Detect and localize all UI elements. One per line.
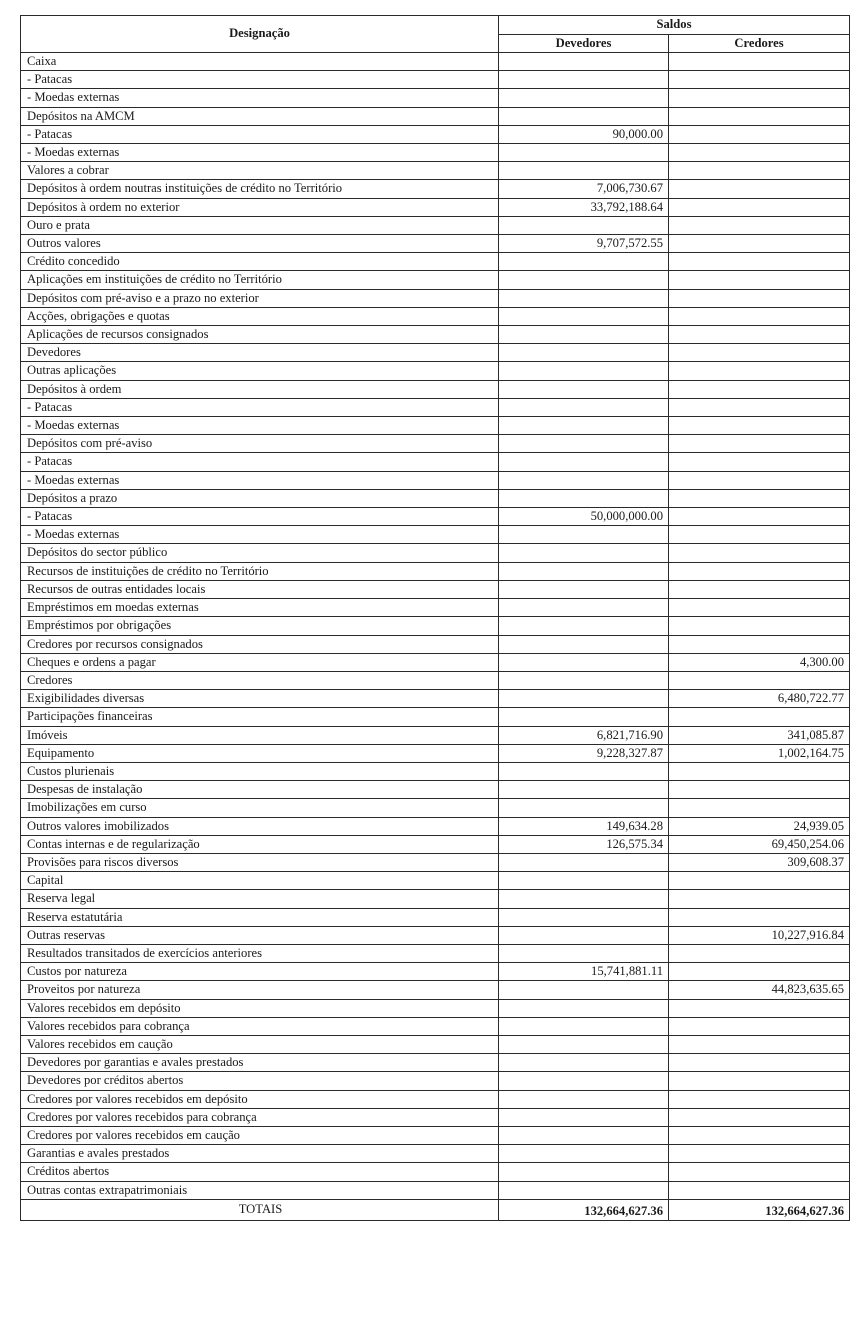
row-label: - Moedas externas bbox=[21, 417, 499, 435]
row-credores bbox=[669, 762, 850, 780]
row-label: - Moedas externas bbox=[21, 471, 499, 489]
row-devedores bbox=[499, 690, 669, 708]
row-devedores bbox=[499, 890, 669, 908]
header-devedores: Devedores bbox=[499, 34, 669, 53]
row-credores bbox=[669, 1035, 850, 1053]
table-row bbox=[21, 963, 850, 981]
table-row bbox=[21, 835, 850, 853]
row-credores bbox=[669, 890, 850, 908]
table-row bbox=[21, 1145, 850, 1163]
row-credores bbox=[669, 289, 850, 307]
table-row bbox=[21, 125, 850, 143]
table-row bbox=[21, 253, 850, 271]
row-credores bbox=[669, 1072, 850, 1090]
row-devedores bbox=[499, 944, 669, 962]
row-devedores bbox=[499, 489, 669, 507]
table-row bbox=[21, 562, 850, 580]
row-label: Devedores por créditos abertos bbox=[21, 1072, 499, 1090]
row-devedores bbox=[499, 162, 669, 180]
row-devedores bbox=[499, 580, 669, 598]
row-label: - Moedas externas bbox=[21, 526, 499, 544]
row-label: Depósitos com pré-aviso bbox=[21, 435, 499, 453]
row-credores bbox=[669, 417, 850, 435]
row-credores bbox=[669, 508, 850, 526]
row-credores bbox=[669, 1181, 850, 1199]
table-row bbox=[21, 1035, 850, 1053]
row-label: Custos plurienais bbox=[21, 762, 499, 780]
totals-devedores: 132,664,627.36 bbox=[499, 1199, 669, 1220]
row-credores bbox=[669, 781, 850, 799]
table-row bbox=[21, 890, 850, 908]
table-row bbox=[21, 726, 850, 744]
row-label: Empréstimos em moedas externas bbox=[21, 599, 499, 617]
table-row bbox=[21, 580, 850, 598]
table-row bbox=[21, 671, 850, 689]
table-row bbox=[21, 471, 850, 489]
table-row bbox=[21, 853, 850, 871]
row-label: Aplicações em instituições de crédito no Território bbox=[21, 271, 499, 289]
header-designacao: Designação bbox=[21, 16, 499, 53]
row-credores bbox=[669, 235, 850, 253]
row-devedores bbox=[499, 344, 669, 362]
table-row bbox=[21, 71, 850, 89]
row-devedores bbox=[499, 89, 669, 107]
table-row bbox=[21, 326, 850, 344]
row-credores bbox=[669, 271, 850, 289]
row-credores bbox=[669, 71, 850, 89]
table-row bbox=[21, 1090, 850, 1108]
row-label: Empréstimos por obrigações bbox=[21, 617, 499, 635]
table-row bbox=[21, 107, 850, 125]
row-credores: 24,939.05 bbox=[669, 817, 850, 835]
row-label: - Moedas externas bbox=[21, 89, 499, 107]
row-credores bbox=[669, 1017, 850, 1035]
row-credores bbox=[669, 635, 850, 653]
row-devedores: 9,228,327.87 bbox=[499, 744, 669, 762]
table-row bbox=[21, 489, 850, 507]
row-credores: 10,227,916.84 bbox=[669, 926, 850, 944]
row-devedores bbox=[499, 253, 669, 271]
row-devedores: 7,006,730.67 bbox=[499, 180, 669, 198]
table-row bbox=[21, 89, 850, 107]
row-credores bbox=[669, 999, 850, 1017]
row-devedores bbox=[499, 999, 669, 1017]
row-devedores bbox=[499, 653, 669, 671]
row-label: Devedores por garantias e avales prestados bbox=[21, 1054, 499, 1072]
row-label: Aplicações de recursos consignados bbox=[21, 326, 499, 344]
row-label: Imobilizações em curso bbox=[21, 799, 499, 817]
row-credores bbox=[669, 435, 850, 453]
row-credores bbox=[669, 872, 850, 890]
row-devedores bbox=[499, 289, 669, 307]
row-devedores bbox=[499, 562, 669, 580]
row-credores bbox=[669, 216, 850, 234]
row-credores bbox=[669, 380, 850, 398]
row-label: Outras aplicações bbox=[21, 362, 499, 380]
totals-label: TOTAIS bbox=[21, 1199, 499, 1220]
table-row bbox=[21, 53, 850, 71]
table-row bbox=[21, 362, 850, 380]
row-label: Recursos de outras entidades locais bbox=[21, 580, 499, 598]
row-devedores bbox=[499, 144, 669, 162]
row-credores: 309,608.37 bbox=[669, 853, 850, 871]
row-label: Devedores bbox=[21, 344, 499, 362]
table-row bbox=[21, 526, 850, 544]
table-row bbox=[21, 435, 850, 453]
row-credores bbox=[669, 125, 850, 143]
row-devedores: 33,792,188.64 bbox=[499, 198, 669, 216]
table-row bbox=[21, 1108, 850, 1126]
row-credores bbox=[669, 1145, 850, 1163]
row-credores bbox=[669, 708, 850, 726]
row-label: Depósitos à ordem noutras instituições de crédito no Território bbox=[21, 180, 499, 198]
row-label: Outros valores bbox=[21, 235, 499, 253]
row-devedores bbox=[499, 799, 669, 817]
table-row bbox=[21, 781, 850, 799]
table-row bbox=[21, 926, 850, 944]
balance-sheet bbox=[20, 15, 849, 1221]
row-devedores bbox=[499, 1090, 669, 1108]
table-row bbox=[21, 453, 850, 471]
row-devedores: 6,821,716.90 bbox=[499, 726, 669, 744]
row-devedores bbox=[499, 1145, 669, 1163]
table-row bbox=[21, 635, 850, 653]
table-row bbox=[21, 653, 850, 671]
row-label: Outras reservas bbox=[21, 926, 499, 944]
row-devedores bbox=[499, 872, 669, 890]
row-label: Despesas de instalação bbox=[21, 781, 499, 799]
row-label: Valores recebidos em caução bbox=[21, 1035, 499, 1053]
row-label: Equipamento bbox=[21, 744, 499, 762]
row-credores bbox=[669, 162, 850, 180]
table-row bbox=[21, 999, 850, 1017]
row-label: Créditos abertos bbox=[21, 1163, 499, 1181]
header-saldos: Saldos bbox=[499, 16, 850, 35]
row-devedores bbox=[499, 544, 669, 562]
row-label: Depósitos à ordem bbox=[21, 380, 499, 398]
row-credores bbox=[669, 326, 850, 344]
row-label: Proveitos por natureza bbox=[21, 981, 499, 999]
row-devedores bbox=[499, 599, 669, 617]
row-label: Credores por valores recebidos em depósito bbox=[21, 1090, 499, 1108]
row-label: Credores por valores recebidos em caução bbox=[21, 1126, 499, 1144]
row-credores bbox=[669, 799, 850, 817]
row-devedores bbox=[499, 908, 669, 926]
row-label: Caixa bbox=[21, 53, 499, 71]
row-devedores bbox=[499, 1108, 669, 1126]
table-row bbox=[21, 817, 850, 835]
row-devedores bbox=[499, 1126, 669, 1144]
row-credores bbox=[669, 1108, 850, 1126]
table-row bbox=[21, 1163, 850, 1181]
table-row bbox=[21, 981, 850, 999]
row-devedores bbox=[499, 635, 669, 653]
table-row bbox=[21, 344, 850, 362]
row-credores: 4,300.00 bbox=[669, 653, 850, 671]
row-devedores: 90,000.00 bbox=[499, 125, 669, 143]
row-devedores: 126,575.34 bbox=[499, 835, 669, 853]
table-row bbox=[21, 417, 850, 435]
row-label: Depósitos com pré-aviso e a prazo no exterior bbox=[21, 289, 499, 307]
table-row bbox=[21, 144, 850, 162]
row-credores bbox=[669, 1090, 850, 1108]
row-devedores bbox=[499, 1035, 669, 1053]
row-devedores bbox=[499, 326, 669, 344]
row-credores bbox=[669, 526, 850, 544]
table-row bbox=[21, 1072, 850, 1090]
table-row bbox=[21, 289, 850, 307]
row-credores bbox=[669, 1126, 850, 1144]
table-row bbox=[21, 508, 850, 526]
row-credores bbox=[669, 344, 850, 362]
row-label: - Patacas bbox=[21, 125, 499, 143]
row-label: Reserva legal bbox=[21, 890, 499, 908]
row-devedores: 15,741,881.11 bbox=[499, 963, 669, 981]
row-credores bbox=[669, 544, 850, 562]
row-devedores bbox=[499, 435, 669, 453]
table-row bbox=[21, 1054, 850, 1072]
row-label: Contas internas e de regularização bbox=[21, 835, 499, 853]
row-credores: 44,823,635.65 bbox=[669, 981, 850, 999]
row-devedores bbox=[499, 1072, 669, 1090]
row-credores bbox=[669, 453, 850, 471]
table-row bbox=[21, 944, 850, 962]
row-devedores bbox=[499, 307, 669, 325]
row-devedores bbox=[499, 53, 669, 71]
row-credores bbox=[669, 180, 850, 198]
row-devedores bbox=[499, 417, 669, 435]
row-label: Valores recebidos para cobrança bbox=[21, 1017, 499, 1035]
row-label: Crédito concedido bbox=[21, 253, 499, 271]
row-credores bbox=[669, 908, 850, 926]
header-credores: Credores bbox=[669, 34, 850, 53]
row-devedores bbox=[499, 981, 669, 999]
row-label: Reserva estatutária bbox=[21, 908, 499, 926]
row-devedores bbox=[499, 617, 669, 635]
row-label: - Moedas externas bbox=[21, 144, 499, 162]
table-row bbox=[21, 235, 850, 253]
row-credores bbox=[669, 963, 850, 981]
row-label: - Patacas bbox=[21, 71, 499, 89]
row-credores bbox=[669, 562, 850, 580]
table-row bbox=[21, 198, 850, 216]
row-devedores bbox=[499, 671, 669, 689]
row-label: Valores recebidos em depósito bbox=[21, 999, 499, 1017]
row-credores bbox=[669, 307, 850, 325]
row-devedores bbox=[499, 853, 669, 871]
row-credores bbox=[669, 198, 850, 216]
row-credores: 69,450,254.06 bbox=[669, 835, 850, 853]
row-credores bbox=[669, 107, 850, 125]
row-devedores bbox=[499, 1181, 669, 1199]
row-devedores bbox=[499, 1017, 669, 1035]
row-devedores bbox=[499, 71, 669, 89]
row-label: - Patacas bbox=[21, 508, 499, 526]
row-label: Capital bbox=[21, 872, 499, 890]
row-credores bbox=[669, 362, 850, 380]
row-label: - Patacas bbox=[21, 398, 499, 416]
row-devedores: 149,634.28 bbox=[499, 817, 669, 835]
row-label: Imóveis bbox=[21, 726, 499, 744]
row-credores bbox=[669, 617, 850, 635]
row-label: Depósitos na AMCM bbox=[21, 107, 499, 125]
row-label: Custos por natureza bbox=[21, 963, 499, 981]
row-credores: 6,480,722.77 bbox=[669, 690, 850, 708]
row-devedores: 9,707,572.55 bbox=[499, 235, 669, 253]
table-row bbox=[21, 180, 850, 198]
table-row bbox=[21, 1017, 850, 1035]
row-credores bbox=[669, 599, 850, 617]
row-credores: 1,002,164.75 bbox=[669, 744, 850, 762]
row-label: Depósitos a prazo bbox=[21, 489, 499, 507]
row-credores bbox=[669, 398, 850, 416]
table-body bbox=[21, 53, 850, 1200]
row-label: Cheques e ordens a pagar bbox=[21, 653, 499, 671]
row-devedores bbox=[499, 107, 669, 125]
row-devedores: 50,000,000.00 bbox=[499, 508, 669, 526]
row-label: Garantias e avales prestados bbox=[21, 1145, 499, 1163]
row-devedores bbox=[499, 1163, 669, 1181]
table-row bbox=[21, 398, 850, 416]
table-row bbox=[21, 216, 850, 234]
table-row bbox=[21, 380, 850, 398]
row-devedores bbox=[499, 1054, 669, 1072]
table-row bbox=[21, 908, 850, 926]
row-credores: 341,085.87 bbox=[669, 726, 850, 744]
row-credores bbox=[669, 253, 850, 271]
table-row bbox=[21, 162, 850, 180]
table-row bbox=[21, 690, 850, 708]
table-row bbox=[21, 599, 850, 617]
row-devedores bbox=[499, 362, 669, 380]
balance-table bbox=[20, 15, 850, 1221]
table-row bbox=[21, 1181, 850, 1199]
row-devedores bbox=[499, 762, 669, 780]
table-row bbox=[21, 307, 850, 325]
row-label: Acções, obrigações e quotas bbox=[21, 307, 499, 325]
table-row bbox=[21, 872, 850, 890]
row-label: Credores bbox=[21, 671, 499, 689]
totals-credores: 132,664,627.36 bbox=[669, 1199, 850, 1220]
row-label: Recursos de instituições de crédito no Território bbox=[21, 562, 499, 580]
table-footer bbox=[21, 1199, 850, 1220]
row-label: Valores a cobrar bbox=[21, 162, 499, 180]
table-row bbox=[21, 708, 850, 726]
row-credores bbox=[669, 53, 850, 71]
row-credores bbox=[669, 489, 850, 507]
row-label: Depósitos do sector público bbox=[21, 544, 499, 562]
row-label: Outras contas extrapatrimoniais bbox=[21, 1181, 499, 1199]
table-row bbox=[21, 617, 850, 635]
row-devedores bbox=[499, 380, 669, 398]
row-credores bbox=[669, 580, 850, 598]
row-devedores bbox=[499, 526, 669, 544]
row-devedores bbox=[499, 471, 669, 489]
row-devedores bbox=[499, 708, 669, 726]
row-credores bbox=[669, 89, 850, 107]
row-devedores bbox=[499, 781, 669, 799]
row-credores bbox=[669, 144, 850, 162]
row-credores bbox=[669, 671, 850, 689]
totals-row bbox=[21, 1199, 850, 1220]
row-credores bbox=[669, 944, 850, 962]
table-row bbox=[21, 799, 850, 817]
row-label: Outros valores imobilizados bbox=[21, 817, 499, 835]
row-credores bbox=[669, 471, 850, 489]
row-devedores bbox=[499, 398, 669, 416]
table-row bbox=[21, 271, 850, 289]
row-label: Credores por valores recebidos para cobrança bbox=[21, 1108, 499, 1126]
row-devedores bbox=[499, 453, 669, 471]
row-credores bbox=[669, 1163, 850, 1181]
row-label: - Patacas bbox=[21, 453, 499, 471]
row-credores bbox=[669, 1054, 850, 1072]
row-label: Provisões para riscos diversos bbox=[21, 853, 499, 871]
table-row bbox=[21, 744, 850, 762]
row-label: Ouro e prata bbox=[21, 216, 499, 234]
table-header bbox=[21, 16, 850, 53]
row-devedores bbox=[499, 271, 669, 289]
table-row bbox=[21, 1126, 850, 1144]
row-label: Resultados transitados de exercícios anteriores bbox=[21, 944, 499, 962]
row-label: Depósitos à ordem no exterior bbox=[21, 198, 499, 216]
table-row bbox=[21, 762, 850, 780]
row-label: Participações financeiras bbox=[21, 708, 499, 726]
table-row bbox=[21, 544, 850, 562]
row-label: Credores por recursos consignados bbox=[21, 635, 499, 653]
row-devedores bbox=[499, 926, 669, 944]
row-devedores bbox=[499, 216, 669, 234]
row-label: Exigibilidades diversas bbox=[21, 690, 499, 708]
